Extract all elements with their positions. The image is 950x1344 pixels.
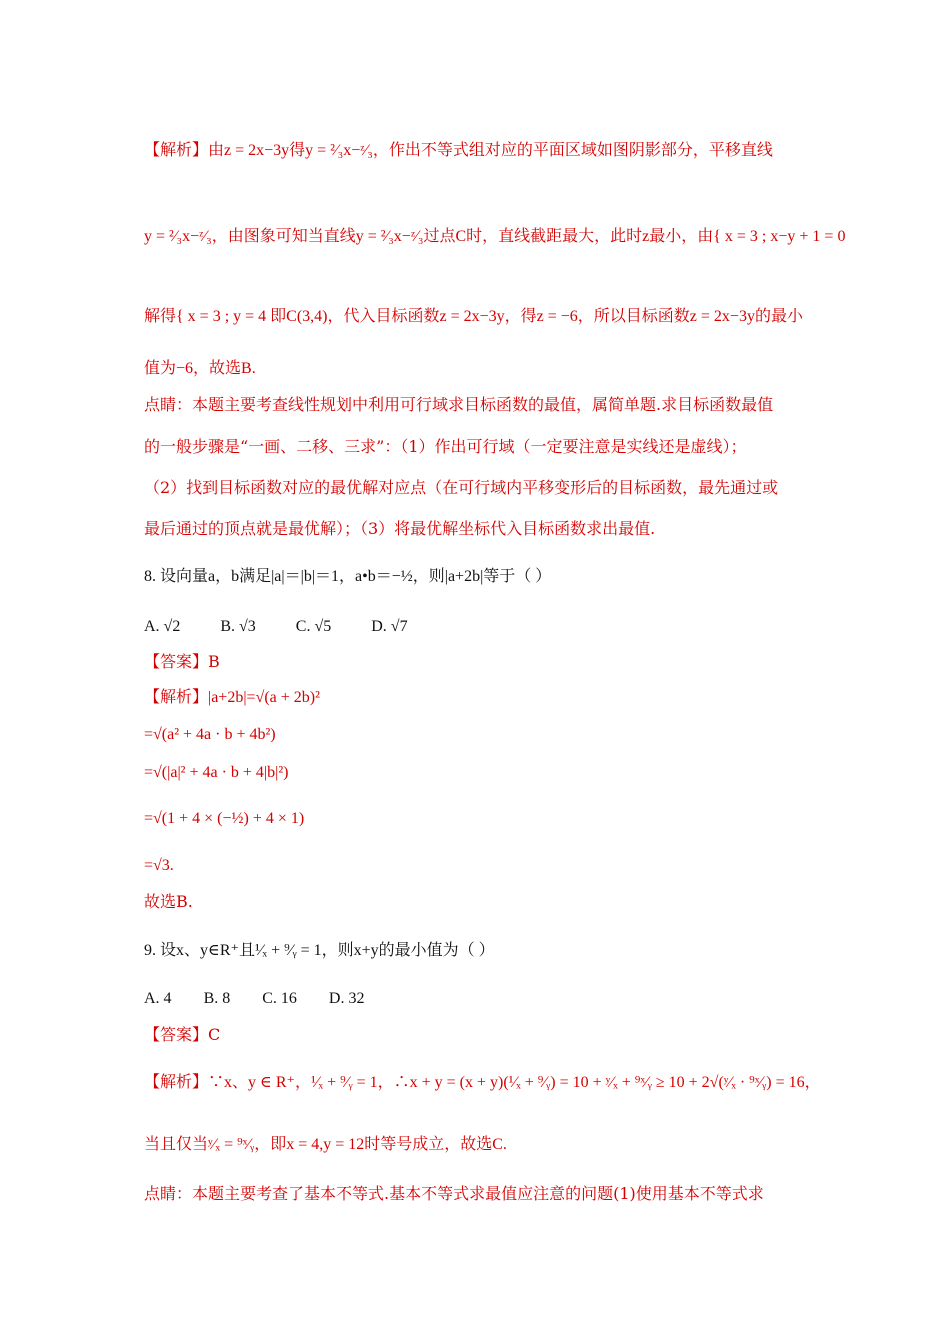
q8-option-d: D. √7 [371, 618, 408, 635]
q9-answer: 【答案】C [144, 1025, 221, 1044]
q8-solution-1: 【解析】|a+2b|=√(a + 2b)² [144, 689, 320, 706]
q8-options [144, 616, 444, 638]
q9-stem: 9. 设x、y∈R⁺且¹⁄ₓ + ⁹⁄ᵧ = 1，则x+y的最小值为（ ） [144, 942, 495, 959]
q8-stem: 8. 设向量a，b满足|a|＝|b|＝1，a•b＝−½，则|a+2b|等于（ ） [144, 568, 552, 585]
q9-option-b: B. 8 [203, 990, 231, 1007]
q8-option-c: C. √5 [295, 618, 332, 635]
q8-solution-4: =√(1 + 4 × (−½) + 4 × 1) [144, 810, 305, 827]
q8-answer: 【答案】B [144, 652, 220, 671]
q8-solution-6: 故选B. [144, 892, 193, 911]
q8-solution-2: =√(a² + 4a · b + 4b²) [144, 726, 276, 743]
q9-option-a: A. 4 [144, 990, 172, 1007]
q9-option-d: D. 32 [328, 990, 365, 1007]
sol7-line-3: 解得{ x = 3 ; y = 4 即C(3,4)，代入目标函数z = 2x−3y，得z = −6，所以目标函数z = 2x−3y的最小 [144, 308, 803, 325]
sol7-line-1: 【解析】由z = 2x−3y得y = ²⁄₃x−ᶻ⁄₃，作出不等式组对应的平面区域如图阴影部分，平移直线 [144, 142, 773, 159]
q9-solution-1: 【解析】∵x、y ∈ R⁺，¹⁄ₓ + ⁹⁄ᵧ = 1，∴x + y = (x + y)(¹⁄ₓ + ⁹⁄ᵧ) = 10 + ʸ⁄ₓ + ⁹ˣ⁄ᵧ ≥ 10 + 2√(ʸ⁄ₓ · ⁹ˣ⁄ᵧ) = 16， [144, 1074, 821, 1091]
sol7-line-2: y = ²⁄₃x−ᶻ⁄₃，由图象可知当直线y = ²⁄₃x−ᶻ⁄₃过点C时，直线截距最大，此时z最小，由{ x = 3 ; x−y + 1 = 0 [144, 228, 846, 245]
q9-solution-2: 当且仅当ʸ⁄ₓ = ⁹ˣ⁄ᵧ，即x = 4,y = 12时等号成立，故选C. [144, 1136, 507, 1153]
q8-solution-5: =√3. [144, 857, 174, 874]
sol7-note-3: （2）找到目标函数对应的最优解对应点（在可行域内平移变形后的目标函数，最先通过或 [144, 478, 779, 497]
sol7-note-2: 的一般步骤是“一画、二移、三求”：（1）作出可行域（一定要注意是实线还是虚线）； [144, 437, 747, 456]
sol7-line-4: 值为−6，故选B. [144, 360, 256, 377]
q8-option-a: A. √2 [144, 618, 181, 635]
q9-options [144, 988, 392, 1010]
sol7-note-4: 最后通过的顶点就是最优解）；（3）将最优解坐标代入目标函数求出最值. [144, 519, 656, 538]
q9-note-1: 点睛：本题主要考查了基本不等式.基本不等式求最值应注意的问题(1)使用基本不等式求 [144, 1184, 764, 1203]
q8-solution-3: =√(|a|² + 4a · b + 4|b|²) [144, 764, 289, 781]
q9-option-c: C. 16 [262, 990, 297, 1007]
q8-option-b: B. √3 [220, 618, 256, 635]
sol7-note-1: 点睛：本题主要考查线性规划中利用可行域求目标函数的最值，属简单题.求目标函数最值 [144, 395, 774, 414]
